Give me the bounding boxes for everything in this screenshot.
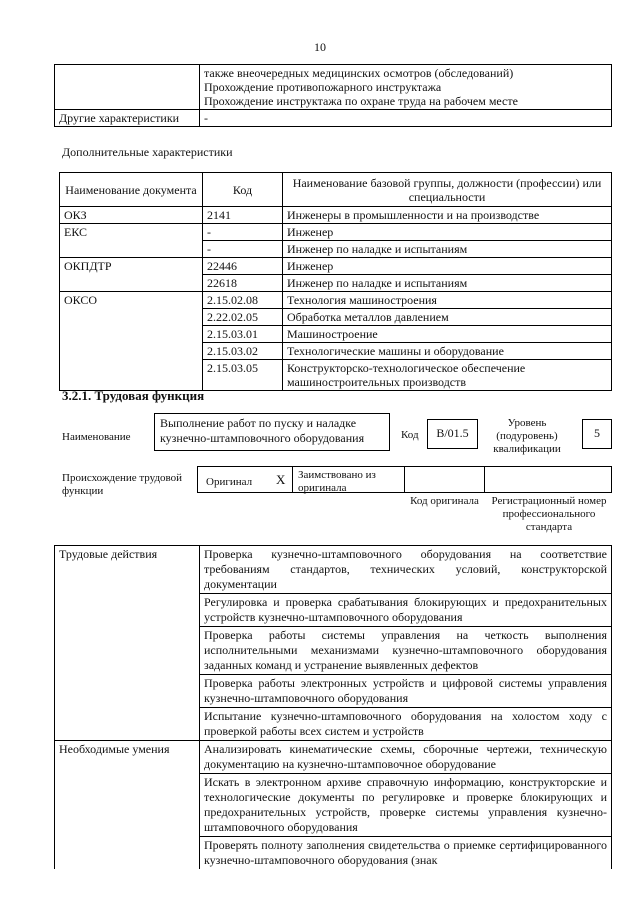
group-name: Инженеры в промышленности и на производстве (283, 207, 612, 224)
labor-action: Проверка работы электронных устройств и цифровой системы управления кузнечно-штамповочного оборудования (200, 675, 612, 708)
level-box: 5 (582, 419, 612, 449)
requirement-line: Прохождение противопожарного инструктажа (204, 80, 442, 94)
origin-label: Происхождение трудовой функции (62, 472, 183, 497)
group-name: Конструкторско-технологическое обеспечение машиностроительных производств (283, 360, 612, 391)
table-row (60, 207, 612, 224)
doc-code: 22446 (203, 258, 283, 275)
labor-actions-label: Трудовые действия (55, 546, 200, 741)
skills-label: Необходимые умения (55, 741, 200, 870)
table-row (55, 546, 612, 594)
doc-name: ОКПДТР (60, 258, 203, 292)
doc-name: ОКЗ (60, 207, 203, 224)
table-row (60, 292, 612, 309)
group-name: Инженер по наладке и испытаниям (283, 241, 612, 258)
skill: Искать в электронном архиве справочную информацию, конструкторские и технологические документы по регулировке и проверке блокирующих и предохранительных устройств, проверке системы управления кузнечно-штамповочного оборудования (200, 774, 612, 837)
skill: Проверять полноту заполнения свидетельства о приемке сертифицированного кузнечно-штамповочного оборудования (знак (200, 837, 612, 870)
group-name: Инженер по наладке и испытаниям (283, 275, 612, 292)
function-name-box: Выполнение работ по пуску и наладке кузнечно-штамповочного оборудования (154, 413, 390, 451)
labor-actions-table (54, 545, 612, 869)
continuation-table (54, 64, 612, 127)
doc-code: 2.15.03.02 (203, 343, 283, 360)
requirement-line: Прохождение инструктажа по охране труда на рабочем месте (204, 94, 518, 108)
original-box (197, 466, 293, 493)
table-cell-requirements (200, 65, 612, 110)
table-row (55, 741, 612, 774)
doc-code: - (203, 241, 283, 258)
group-name: Технологические машины и оборудование (283, 343, 612, 360)
doc-code: 2.22.02.05 (203, 309, 283, 326)
requirement-line: также внеочередных медицинских осмотров (обследований) (204, 66, 514, 80)
group-name: Машиностроение (283, 326, 612, 343)
labor-action: Испытание кузнечно-штамповочного оборудования на холостом ходу с проверкой работы всех систем и устройств (200, 708, 612, 741)
doc-code: 22618 (203, 275, 283, 292)
labor-action: Проверка кузнечно-штамповочного оборудования на соответствие требованиям стандартов, технических условий, конструкторской документации (200, 546, 612, 594)
header-code: Код (203, 173, 283, 207)
group-name: Технология машиностроения (283, 292, 612, 309)
table-row (60, 258, 612, 275)
function-code-box: B/01.5 (427, 419, 478, 449)
original-mark: X (276, 472, 286, 487)
reg-number-box (484, 466, 612, 493)
doc-code: 2.15.03.05 (203, 360, 283, 391)
doc-code: 2141 (203, 207, 283, 224)
doc-code: - (203, 224, 283, 241)
skill: Анализировать кинематические схемы, сборочные чертежи, техническую документацию на кузнечно-штамповочное оборудование (200, 741, 612, 774)
name-label: Наименование (62, 431, 131, 443)
table-row (60, 224, 612, 241)
other-characteristics-value: - (200, 110, 612, 127)
group-name: Инженер (283, 258, 612, 275)
level-label: Уровень (подуровень) квалификации (493, 417, 561, 455)
additional-characteristics-title: Дополнительные характеристики (62, 145, 233, 159)
borrowed-label: Заимствовано из оригинала (298, 469, 376, 494)
additional-characteristics-table (59, 172, 612, 391)
code-label: Код (401, 429, 419, 441)
other-characteristics-label: Другие характеристики (55, 110, 200, 127)
code-original-label: Код оригинала (410, 495, 479, 507)
reg-number-label: Регистрационный номер профессионального стандарта (491, 495, 607, 533)
labor-action: Регулировка и проверка срабатывания блокирующих и предохранительных устройств кузнечно-штамповочного оборудования (200, 594, 612, 627)
group-name: Инженер (283, 224, 612, 241)
page-number: 10 (314, 40, 326, 54)
labor-action: Проверка работы системы управления на четкость выполнения исполнительными механизмами кузнечно-штамповочного оборудования заданных команд и устранение выявленных дефектов (200, 627, 612, 675)
borrowed-box (292, 466, 405, 493)
doc-name: ОКСО (60, 292, 203, 391)
table-cell-empty (55, 65, 200, 110)
header-doc-name: Наименование документа (60, 173, 203, 207)
doc-name: ЕКС (60, 224, 203, 258)
doc-code: 2.15.02.08 (203, 292, 283, 309)
header-group-name: Наименование базовой группы, должности (профессии) или специальности (283, 173, 612, 207)
doc-code: 2.15.03.01 (203, 326, 283, 343)
section-title: 3.2.1. Трудовая функция (62, 388, 205, 403)
code-original-box (404, 466, 485, 493)
group-name: Обработка металлов давлением (283, 309, 612, 326)
original-label: Оригинал (206, 476, 253, 488)
